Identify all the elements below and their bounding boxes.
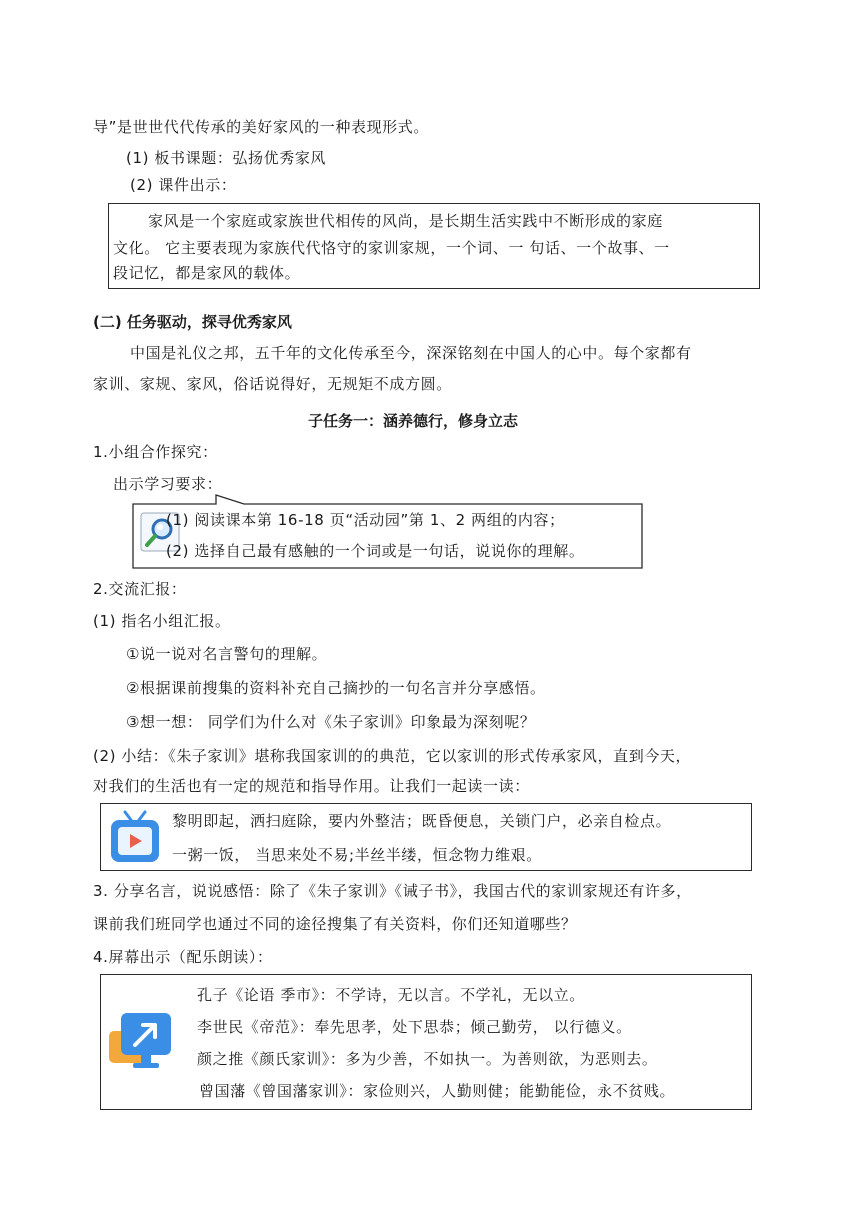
section-paragraph-line-2: 家训、家规、家风，俗话说得好，无规矩不成方圆。: [93, 375, 452, 393]
step2-summary-line-2: 对我们的生活也有一定的规范和指导作用。让我们一起读一读：: [93, 777, 530, 795]
maxim-li-shimin: 李世民《帝范》：奉先思孝，处下思恭；倾己勤劳， 以行德义。: [197, 1018, 632, 1036]
zhuzi-line-2: 一粥一饭， 当思来处不易;半丝半缕，恒念物力维艰。: [172, 846, 542, 864]
section-heading: (二) 任务驱动，探寻优秀家风: [93, 313, 292, 331]
step4-label: 4.屏幕出示（配乐朗读）：: [93, 948, 273, 966]
zhuzi-line-1: 黎明即起，洒扫庭除，要内外整洁；既昏便息，关锁门户，必亲自检点。: [172, 812, 672, 830]
step1-label: 1.小组合作探究：: [93, 443, 218, 461]
share-screen-icon: [107, 1005, 177, 1071]
family-maxims-box: [100, 974, 752, 1110]
step2-item-2: ②根据课前搜集的资料补充自己摘抄的一句名言并分享感悟。: [126, 679, 546, 697]
step2-label: 2.交流汇报：: [93, 580, 187, 598]
step2-sub1: (1) 指名小组汇报。: [93, 612, 231, 630]
maxim-zeng-guofan: 曾国藩《曾国藩家训》：家俭则兴，人勤则健；能勤能俭，永不贫贱。: [199, 1082, 676, 1100]
definition-line-2: 文化。 它主要表现为家族代代恪守的家训家规，一个词、一 句话、一个故事、一: [113, 239, 670, 257]
step2-summary-line-1: (2) 小结：《朱子家训》堪称我国家训的的典范，它以家训的形式传承家风，直到今天，: [93, 747, 692, 765]
courseware-item: (2) 课件出示：: [130, 176, 237, 194]
definition-line-1: 家风是一个家庭或家族世代相传的风尚，是长期生活实践中不断形成的家庭: [148, 212, 663, 230]
step3-line-2: 课前我们班同学也通过不同的途径搜集了有关资料，你们还知道哪些？: [93, 915, 577, 933]
board-title-item: (1) 板书课题：弘扬优秀家风: [126, 149, 327, 167]
video-icon: [109, 810, 161, 864]
family-style-definition-box: [108, 203, 760, 289]
intro-line: 导”是世世代代传承的美好家风的一种表现形式。: [93, 118, 429, 136]
callout-label: 出示学习要求：: [113, 475, 223, 493]
step2-item-3: ③想一想： 同学们为什么对《朱子家训》印象最为深刻呢？: [126, 713, 536, 731]
requirement-1: (1) 阅读课本第 16-18 页“活动园”第 1、2 两组的内容；: [166, 511, 565, 529]
section-paragraph-line-1: 中国是礼仪之邦，五千年的文化传承至今，深深铭刻在中国人的心中。每个家都有: [130, 344, 692, 362]
zhuzi-quote-box: [100, 803, 752, 871]
maxim-confucius: 孔子《论语 季市》：不学诗，无以言。不学礼，无以立。: [197, 986, 585, 1004]
maxim-yan-zhitui: 颜之推《颜氏家训》：多为少善，不如执一。为善则欲，为恶则去。: [197, 1050, 658, 1068]
definition-line-3: 段记忆，都是家风的载体。: [113, 264, 301, 282]
step2-item-1: ①说一说对名言警句的理解。: [126, 645, 328, 663]
step3-line-1: 3. 分享名言，说说感悟：除了《朱子家训》《诫子书》，我国古代的家训家规还有许多，: [93, 882, 692, 900]
requirement-2: (2) 选择自己最有感触的一个词或是一句话，说说你的理解。: [166, 542, 585, 560]
subtask-title: 子任务一：涵养德行，修身立志: [308, 412, 519, 430]
